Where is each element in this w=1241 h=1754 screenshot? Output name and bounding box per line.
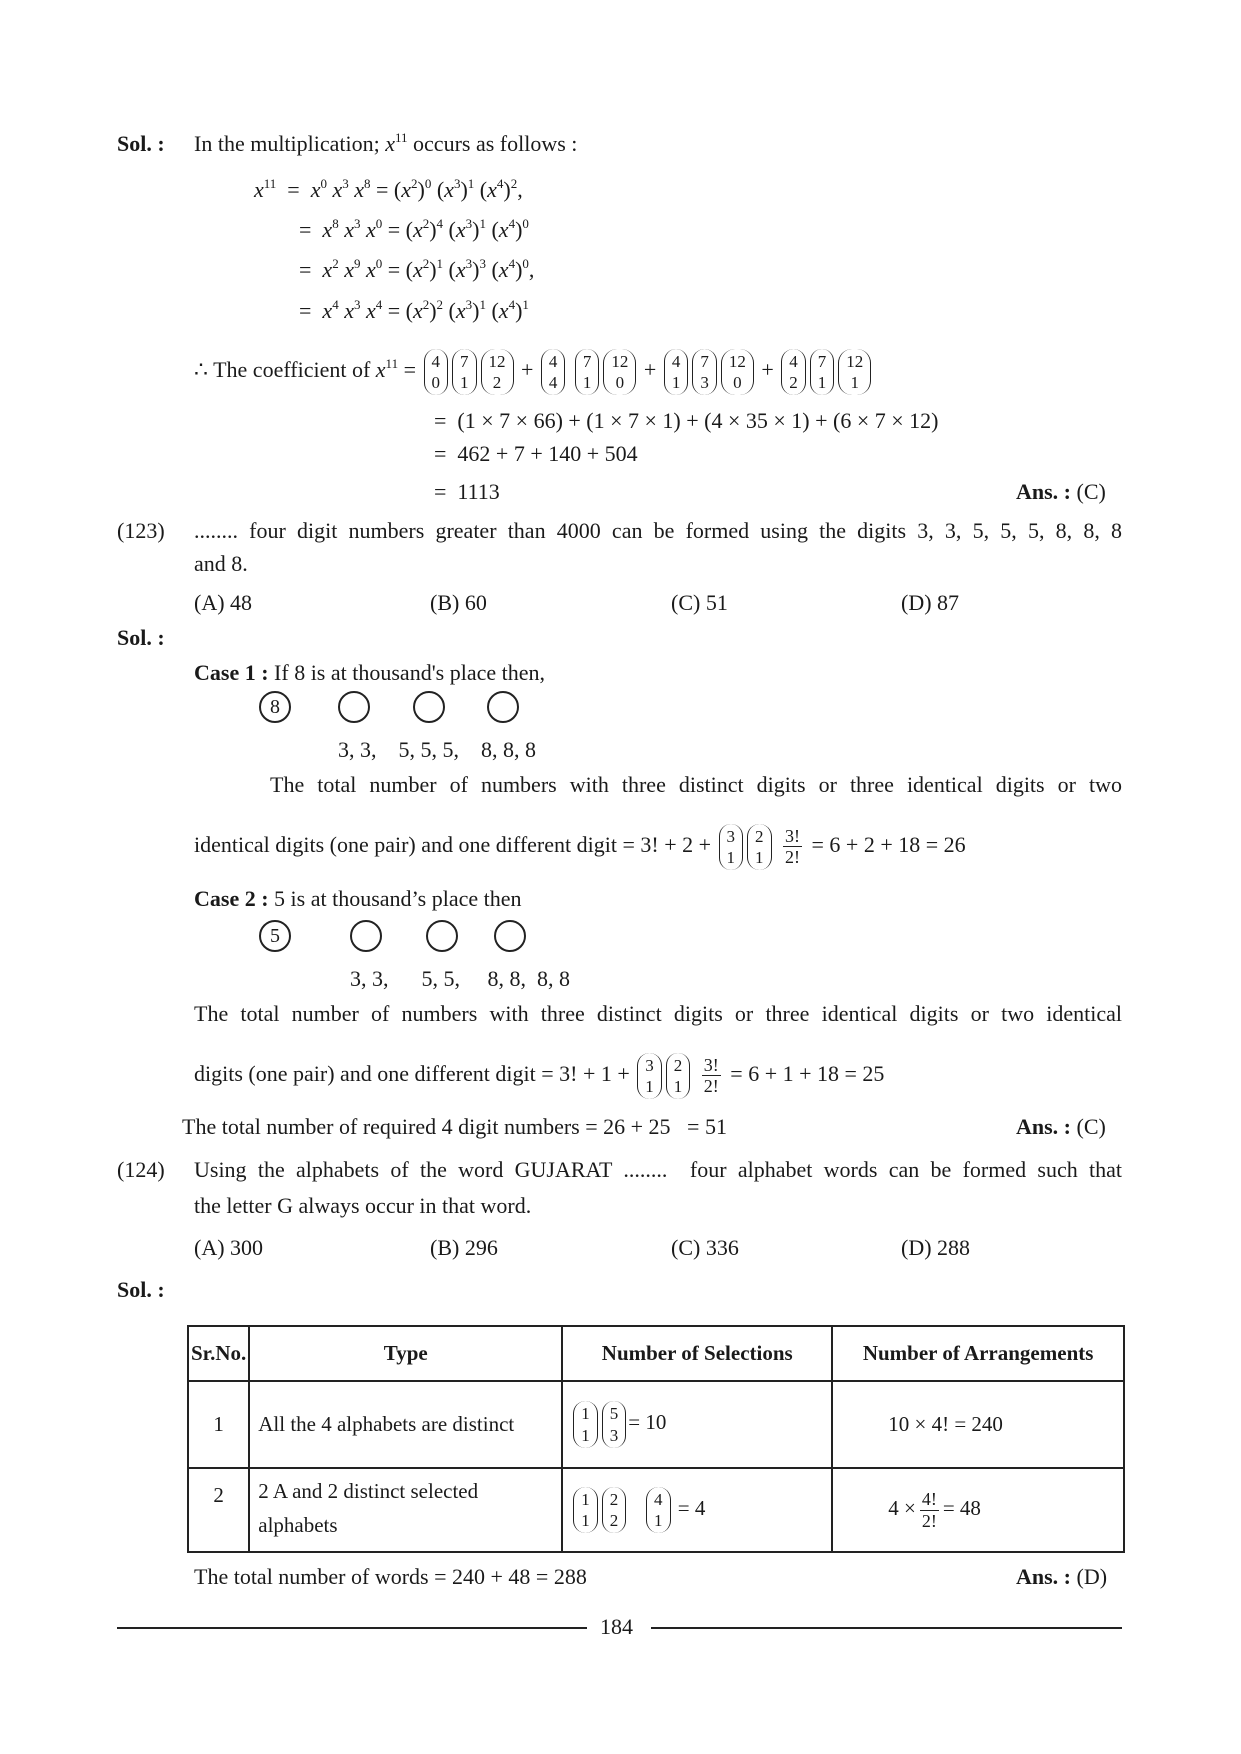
table-cell-type: All the 4 alphabets are distinct — [249, 1381, 562, 1468]
table-header: Sr.No. — [188, 1326, 249, 1381]
sol-label: Sol. : — [117, 131, 165, 156]
q123-question-line2: and 8. — [194, 551, 248, 576]
q124-number: (124) — [117, 1157, 165, 1182]
table-header: Type — [249, 1326, 562, 1381]
q124-option-b: (B) 296 — [430, 1235, 498, 1260]
q123-total: The total number of required 4 digit numbers = 26 + 25 = 51 — [182, 1114, 727, 1139]
table-row — [188, 1468, 1124, 1552]
q122-coefficient-line: ∴ The coefficient of $x^{11}$ = 4 0 7 1 12 2 + 4 4 7 1 12 0 + 4 1 7 3 12 0 + 4 2 7 1 12 1 — [194, 340, 873, 403]
q122-intro: In the multiplication; $x^{11}$ occurs as follows : — [194, 130, 578, 156]
q124-option-c: (C) 336 — [671, 1235, 739, 1260]
sol-label: Sol. : — [117, 625, 165, 650]
q124-total: The total number of words = 240 + 48 = 288 — [194, 1564, 587, 1589]
q124-answer: Ans. : (D) — [1016, 1564, 1108, 1589]
q122-eq-line4: = $x^4$ $x^3$ $x^4 = (x^2)^2$ $(x^3)^1$ $(x^4)^1$ — [299, 297, 529, 323]
case2-paragraph-line1: The total number of numbers with three distinct digits or three identical digits or two identical — [194, 1001, 1122, 1026]
q123-option-c: (C) 51 — [671, 590, 728, 615]
table-cell-selections: 1 1 2 2 4 1 = 4 — [562, 1468, 832, 1552]
table-row — [188, 1381, 1124, 1468]
table-cell-arrangements: 4 × $\frac{4!}{2!}$ = 48 — [832, 1468, 1124, 1552]
case2-paragraph-line2: digits (one pair) and one different digit = 3! + 1 + 3 1 2 1 $\frac{3!}{2!}$ = 6 + 1 + 18 = 25 — [194, 1044, 884, 1104]
q123-option-d: (D) 87 — [901, 590, 960, 615]
q123-question: ........ four digit numbers greater than 4000 can be formed using the digits 3, 3, 5, 5, 5, 8, 8, 8 — [194, 518, 1122, 543]
case2-digit-pool: 3, 3, 5, 5, 8, 8, 8, 8 — [350, 966, 570, 991]
footer-rule-left — [117, 1627, 587, 1629]
case1-heading: Case 1 : If 8 is at thousand's place then, — [194, 660, 545, 685]
case2-empty-slot-circle — [350, 920, 382, 952]
q123-answer: Ans. : (C) — [1016, 1114, 1106, 1139]
footer-rule-right — [651, 1627, 1122, 1629]
q122-step1: = (1 × 7 × 66) + (1 × 7 × 1) + (4 × 35 × 1) + (6 × 7 × 12) — [434, 408, 939, 433]
case2-empty-slot-circle — [494, 920, 526, 952]
q123-number: (123) — [117, 518, 165, 543]
q124-question: Using the alphabets of the word GUJARAT ........ four alphabet words can be formed such that — [194, 1157, 1122, 1182]
table-cell-selections: 1 1 5 3 = 10 — [562, 1381, 832, 1468]
q123-option-a: (A) 48 — [194, 590, 253, 615]
table-cell-type: 2 A and 2 distinct selected alphabets — [249, 1468, 562, 1552]
case2-heading: Case 2 : 5 is at thousand’s place then — [194, 886, 522, 911]
q124-option-d: (D) 288 — [901, 1235, 971, 1260]
table-header-row — [188, 1326, 1124, 1381]
table-header: Number of Selections — [562, 1326, 832, 1381]
case1-paragraph-line2: identical digits (one pair) and one different digit = 3! + 2 + 3 1 2 1 $\frac{3!}{2!}$ = 6 + 2 + 18 = 26 — [194, 815, 966, 875]
case1-fixed-digit-circle: 8 — [259, 691, 291, 723]
q122-eq-line1: $x^{11} = x^0$ $x^3$ $x^8 = (x^2)^0$ $(x^3)^1$ $(x^4)^2$, — [254, 176, 523, 202]
table-header: Number of Arrangements — [832, 1326, 1124, 1381]
case2-fixed-digit-circle: 5 — [259, 920, 291, 952]
sol-label: Sol. : — [117, 1277, 165, 1302]
q122-answer: Ans. : (C) — [1016, 479, 1106, 504]
table-cell-srno: 1 — [188, 1381, 249, 1468]
table-cell-srno: 2 — [188, 1468, 249, 1552]
q124-option-a: (A) 300 — [194, 1235, 264, 1260]
case1-empty-slot-circle — [338, 691, 370, 723]
case1-paragraph-line1: The total number of numbers with three distinct digits or three identical digits or two — [270, 772, 1122, 797]
q122-eq-line2: = $x^8$ $x^3$ $x^0 = (x^2)^4$ $(x^3)^1$ $(x^4)^0$ — [299, 216, 529, 242]
case1-empty-slot-circle — [487, 691, 519, 723]
q122-step2: = 462 + 7 + 140 + 504 — [434, 441, 638, 466]
q122-eq-line3: = $x^2$ $x^9$ $x^0 = (x^2)^1$ $(x^3)^3$ $(x^4)^0$, — [299, 256, 535, 282]
q122-step3: = 1113 — [434, 479, 500, 504]
arrangement-table — [187, 1325, 1125, 1553]
page-number: 184 — [600, 1614, 633, 1639]
case1-digit-pool: 3, 3, 5, 5, 5, 8, 8, 8 — [338, 737, 536, 762]
case1-empty-slot-circle — [413, 691, 445, 723]
table-cell-arrangements: 10 × 4! = 240 — [832, 1381, 1124, 1468]
q123-option-b: (B) 60 — [430, 590, 487, 615]
q124-question-line2: the letter G always occur in that word. — [194, 1193, 532, 1218]
case2-empty-slot-circle — [426, 920, 458, 952]
